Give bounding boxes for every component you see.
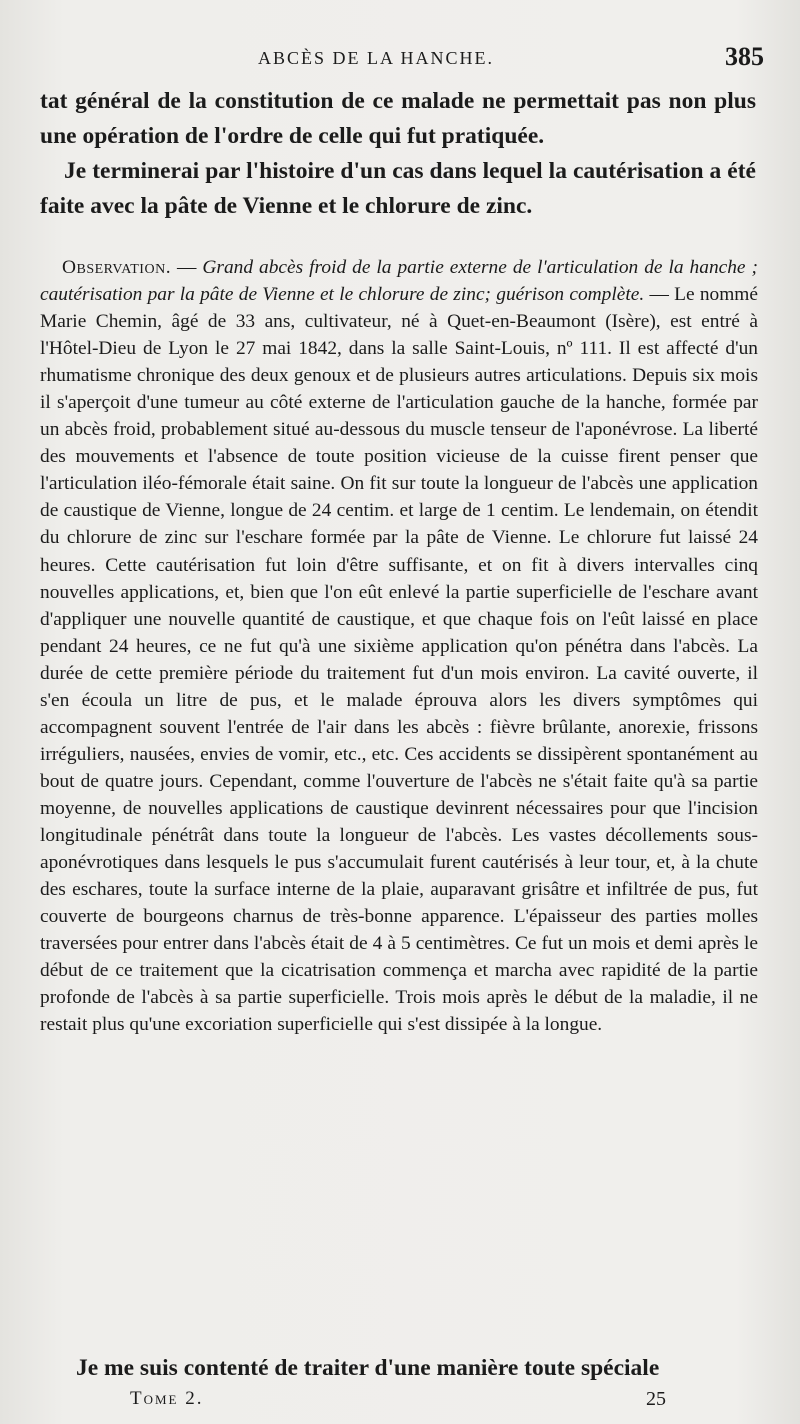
volume-label: Tome 2. (130, 1388, 204, 1409)
observation-label: Observation. (62, 257, 172, 278)
intro-paragraph-continued: tat général de la constitution de ce malade ne permettait pas non plus une opération de l'ordre de celle qui fut pratiquée. (40, 88, 756, 149)
signature-mark: 25 (646, 1388, 666, 1410)
closing-paragraph: Je me suis contenté de traiter d'une manière toute spéciale (76, 1355, 660, 1381)
page-number: 385 (725, 42, 764, 71)
running-head (40, 44, 764, 74)
observation-body: — Le nommé Marie Chemin, âgé de 33 ans, cultivateur, né à Quet-en-Beaumont (Isère), est entré à l'Hôtel-Dieu de Lyon le 27 mai 1842, dans la salle Saint-Louis, nº 111. Il est affecté d'un rhumatisme chronique des deux genoux et de plusieurs autres articulations. Depuis six mois il s'aperçoit d'une tumeur au côté externe de l'articulation gauche de la hanche, formée par un abcès froid, probablement situé au-dessous du muscle tenseur de l'aponévrose. La liberté des mouvements et l'absence de toute position vicieuse de la cuisse firent penser que l'articulation iléo-fémorale était saine. On fit sur toute la longueur de l'abcès une application de caustique de Vienne, longue de 24 centim. et large de 1 centim. Le lendemain, on étendit du chlorure de zinc sur l'eschare formée par la pâte de Vienne. Le chlorure fut laissé 24 heures. Cette cautérisation fut loin d'être suffisante, et on fit à divers intervalles cinq nouvelles applications, et, bien que l'on eût enlevé la partie superficielle de l'eschare avant d'appliquer une nouvelle quantité de caustique, et que chaque fois on l'eût laissé en place pendant 24 heures, ce ne fut qu'à une sixième application qu'on pénétra dans l'abcès. La durée de cette première période du traitement fut d'un mois environ. La cavité ouverte, il s'en écoula un litre de pus, et le malade éprouva alors les divers symptômes qui accompagnent souvent l'entrée de l'air dans les abcès : fièvre brûlante, anorexie, frissons irréguliers, nausées, envies de vomir, etc., etc. Ces accidents se dissipèrent spontanément au bout de quatre jours. Cependant, comme l'ouverture de l'abcès ne s'était faite qu'à sa partie moyenne, de nouvelles applications de caustique devinrent nécessaires pour que l'incision longitudinale pénétrât dans toute la longueur de l'abcès. Les vastes décollements sous-aponévrotiques dans lesquels le pus s'accumulait furent cautérisés à leur tour, et, à la chute des eschares, toute la surface interne de la plaie, auparavant grisâtre et infiltrée de pus, fut couverte de bourgeons charnus de très-bonne apparence. L'épaisseur des parties molles traversées pour entrer dans l'abcès était de 4 à 5 centimètres. Ce fut un mois et demi après le début de ce traitement que la cicatrisation commença et marcha avec rapidité de la partie profonde de l'abcès à sa partie superficielle. Trois mois après le début de la maladie, il ne restait plus qu'une excoriation superficielle qui s'est dissipée à la longue. (40, 284, 758, 1036)
observation-paragraph (40, 254, 758, 1038)
observation-heading: Grand abcès froid de la partie externe de l'articulation de la hanche ; cautérisation par la pâte de Vienne et le chlorure de zinc; guérison complète. (40, 257, 758, 306)
page-footer (40, 1388, 764, 1418)
intro-paragraph: Je terminerai par l'histoire d'un cas dans lequel la cautérisation a été faite avec la pâte de Vienne et le chlorure de zinc. (40, 158, 756, 219)
running-title: ABCÈS DE LA HANCHE. (258, 48, 495, 68)
observation-separator: — (171, 257, 203, 278)
intro-text (40, 84, 756, 224)
